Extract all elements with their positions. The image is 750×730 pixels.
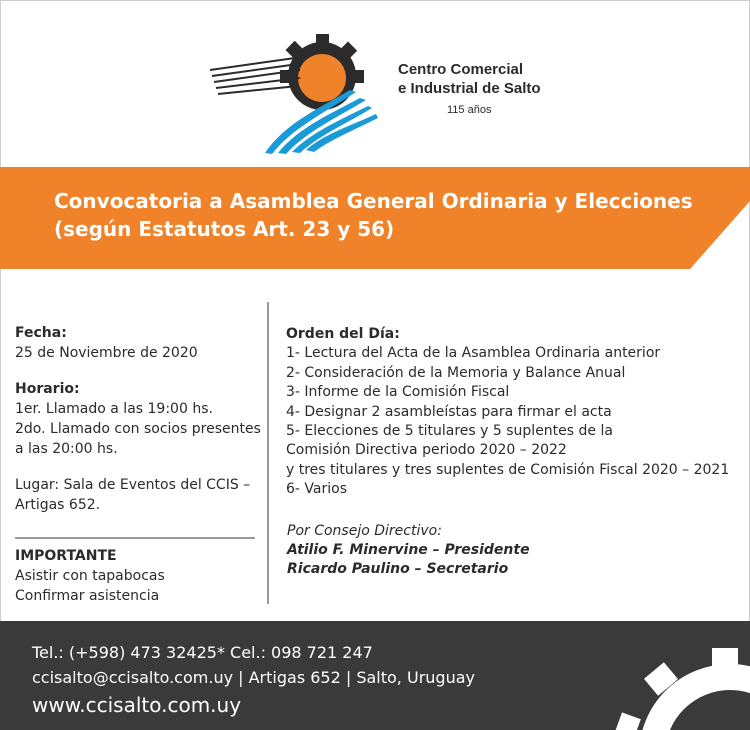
agenda-item: 1- Lectura del Acta de la Asamblea Ordinaria anterior bbox=[286, 345, 661, 362]
agenda bbox=[286, 325, 746, 500]
footer-gear-icon bbox=[600, 640, 750, 730]
agenda-item: y tres titulares y tres suplentes de Comisión Fiscal 2020 – 2021 bbox=[286, 461, 730, 478]
agenda-item: 6- Varios bbox=[286, 481, 347, 498]
left-divider bbox=[15, 537, 255, 539]
organization-name-line2: e Industrial de Salto bbox=[398, 80, 541, 97]
horario-label: Horario: bbox=[15, 381, 80, 397]
ccis-logo-icon bbox=[200, 28, 400, 158]
organization-years: 115 años bbox=[447, 104, 492, 116]
signers bbox=[287, 522, 687, 579]
fecha-label: Fecha: bbox=[15, 325, 67, 341]
banner-title-line1: Convocatoria a Asamblea General Ordinaria y Elecciones bbox=[54, 189, 693, 213]
importante-item-1: Asistir con tapabocas bbox=[15, 568, 165, 584]
horario-second-call-a: 2do. Llamado con socios presentes bbox=[15, 421, 261, 437]
agenda-item: Comisión Directiva periodo 2020 – 2022 bbox=[286, 442, 567, 459]
agenda-item: 4- Designar 2 asambleístas para firmar el acta bbox=[286, 403, 612, 420]
column-divider bbox=[267, 302, 269, 604]
fecha-value: 25 de Noviembre de 2020 bbox=[15, 345, 198, 361]
organization-name-line1: Centro Comercial bbox=[398, 61, 524, 78]
organization-name bbox=[398, 60, 541, 98]
footer-contact bbox=[32, 640, 475, 720]
horario-second-call-b: a las 20:00 hs. bbox=[15, 441, 118, 457]
footer-address: ccisalto@ccisalto.com.uy | Artigas 652 | Salto, Uruguay bbox=[32, 668, 475, 687]
agenda-item: 5- Elecciones de 5 titulares y 5 suplentes de la bbox=[286, 423, 613, 440]
agenda-item: 3- Informe de la Comisión Fiscal bbox=[286, 384, 510, 401]
banner-title-line2: (según Estatutos Art. 23 y 56) bbox=[54, 217, 395, 241]
footer-phone: Tel.: (+598) 473 32425* Cel.: 098 721 247 bbox=[32, 643, 373, 662]
footer-website[interactable] bbox=[32, 690, 475, 720]
horario-first-call: 1er. Llamado a las 19:00 hs. bbox=[15, 401, 213, 417]
signer-president: Atilio F. Minervine – Presidente bbox=[287, 542, 530, 558]
importante-item-2: Confirmar asistencia bbox=[15, 588, 160, 604]
important-notes bbox=[15, 546, 265, 606]
footer-web-prefix: www. bbox=[32, 693, 86, 717]
importante-label: IMPORTANTE bbox=[15, 548, 117, 564]
agenda-title: Orden del Día: bbox=[286, 326, 400, 342]
footer-web-suffix: .com.uy bbox=[161, 693, 242, 717]
signers-heading: Por Consejo Directivo: bbox=[287, 523, 442, 539]
signer-secretary: Ricardo Paulino – Secretario bbox=[287, 561, 509, 577]
lugar-line1: Lugar: Sala de Eventos del CCIS – bbox=[15, 477, 251, 493]
footer-web-brand: ccisalto bbox=[85, 693, 162, 717]
lugar-line2: Artigas 652. bbox=[15, 497, 101, 513]
banner-title bbox=[54, 187, 734, 243]
event-details bbox=[15, 323, 265, 515]
agenda-item: 2- Consideración de la Memoria y Balance Anual bbox=[286, 364, 626, 381]
